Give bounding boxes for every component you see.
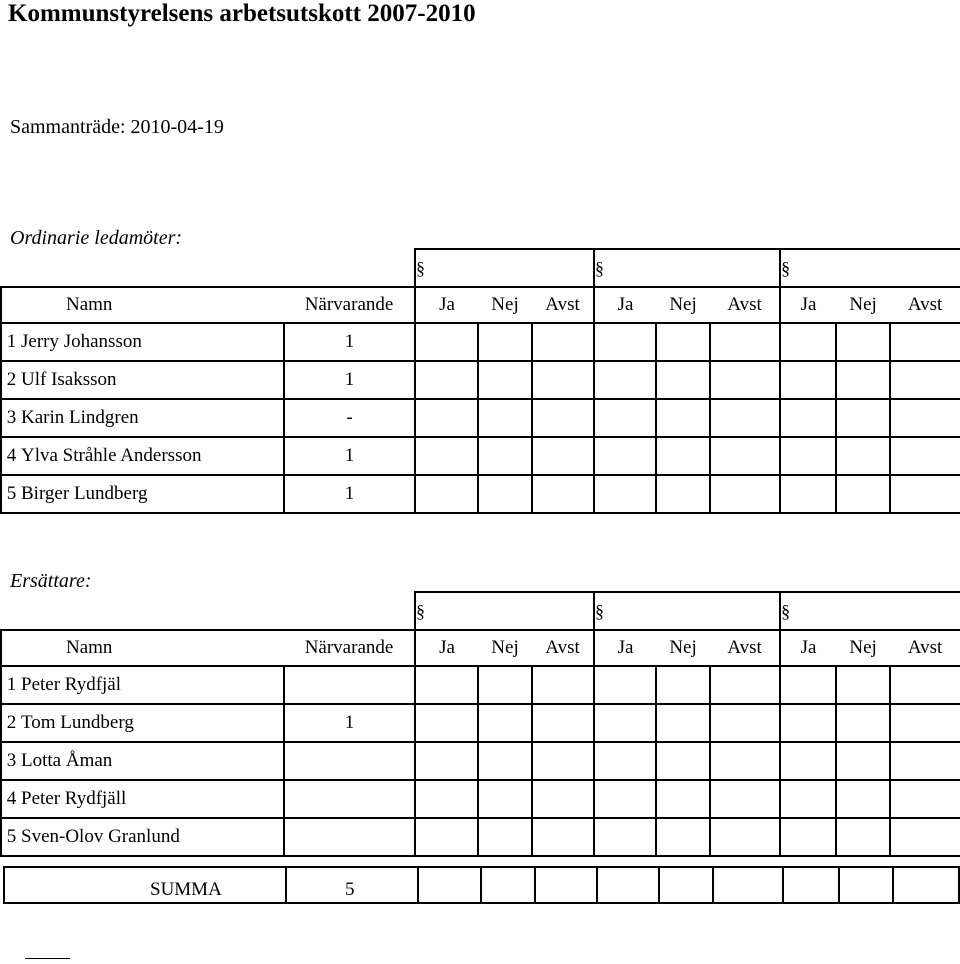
section-symbol-2: § <box>594 249 780 287</box>
ersattare-table <box>0 591 960 857</box>
col-ja-1: Ja <box>415 287 478 323</box>
row-number: 3 <box>1 399 21 437</box>
col-ja-3: Ja <box>780 630 836 666</box>
table-row <box>1 475 960 513</box>
member-name: Sven-Olov Granlund <box>21 818 284 856</box>
present-value: - <box>284 399 415 437</box>
row-number: 5 <box>1 818 21 856</box>
table-row <box>1 361 960 399</box>
col-avst-1: Avst <box>532 287 594 323</box>
ordinarie-section-label: Ordinarie ledamöter: <box>10 227 183 249</box>
member-name: Tom Lundberg <box>21 704 284 742</box>
summa-value: 5 <box>345 879 355 900</box>
row-number: 2 <box>1 361 21 399</box>
present-value <box>284 666 415 704</box>
table-row <box>1 666 960 704</box>
table-row <box>1 704 960 742</box>
present-value: 1 <box>284 323 415 361</box>
summa-row <box>3 866 960 904</box>
section-symbol-1: § <box>415 249 594 287</box>
col-avst-3: Avst <box>890 630 960 666</box>
col-nej-3: Nej <box>836 287 890 323</box>
table-row <box>1 742 960 780</box>
row-number: 3 <box>1 742 21 780</box>
row-number: 1 <box>1 666 21 704</box>
section-symbol-row <box>1 249 960 287</box>
section-symbol-1: § <box>415 592 594 630</box>
col-ja-1: Ja <box>415 630 478 666</box>
member-name: Lotta Åman <box>21 742 284 780</box>
header-row <box>1 630 960 666</box>
member-name: Peter Rydfjäl <box>21 666 284 704</box>
col-present: Närvarande <box>284 287 415 323</box>
member-name: Peter Rydfjäll <box>21 780 284 818</box>
present-value <box>284 780 415 818</box>
col-ja-2: Ja <box>594 287 656 323</box>
member-name: Jerry Johansson <box>21 323 284 361</box>
summa-label: SUMMA <box>150 879 222 900</box>
table-row <box>1 399 960 437</box>
row-number: 4 <box>1 437 21 475</box>
col-nej-1: Nej <box>478 287 532 323</box>
col-present: Närvarande <box>284 630 415 666</box>
present-value <box>284 742 415 780</box>
col-avst-3: Avst <box>890 287 960 323</box>
section-symbol-2: § <box>594 592 780 630</box>
member-name: Ylva Stråhle Andersson <box>21 437 284 475</box>
table-row <box>1 818 960 856</box>
present-value: 1 <box>284 437 415 475</box>
ersattare-section-label: Ersättare: <box>10 570 92 592</box>
col-avst-2: Avst <box>710 287 780 323</box>
col-name: Namn <box>21 287 284 323</box>
footnote-divider <box>25 958 70 959</box>
row-number: 2 <box>1 704 21 742</box>
table-row <box>1 323 960 361</box>
col-nej-2: Nej <box>656 287 710 323</box>
page-title: Kommunstyrelsens arbetsutskott 2007-2010 <box>8 0 476 27</box>
member-name: Birger Lundberg <box>21 475 284 513</box>
col-nej-2: Nej <box>656 630 710 666</box>
row-number: 5 <box>1 475 21 513</box>
present-value: 1 <box>284 704 415 742</box>
col-ja-3: Ja <box>780 287 836 323</box>
present-value <box>284 818 415 856</box>
col-nej-3: Nej <box>836 630 890 666</box>
member-name: Karin Lindgren <box>21 399 284 437</box>
row-number: 1 <box>1 323 21 361</box>
present-value: 1 <box>284 475 415 513</box>
col-avst-1: Avst <box>532 630 594 666</box>
header-row <box>1 287 960 323</box>
section-symbol-3: § <box>780 592 960 630</box>
col-avst-2: Avst <box>710 630 780 666</box>
section-symbol-row <box>1 592 960 630</box>
present-value: 1 <box>284 361 415 399</box>
meeting-date: Sammanträde: 2010-04-19 <box>10 116 224 138</box>
table-row <box>1 437 960 475</box>
ordinarie-table <box>0 248 960 514</box>
member-name: Ulf Isaksson <box>21 361 284 399</box>
col-ja-2: Ja <box>594 630 656 666</box>
table-row <box>1 780 960 818</box>
section-symbol-3: § <box>780 249 960 287</box>
row-number: 4 <box>1 780 21 818</box>
col-nej-1: Nej <box>478 630 532 666</box>
col-name: Namn <box>21 630 284 666</box>
